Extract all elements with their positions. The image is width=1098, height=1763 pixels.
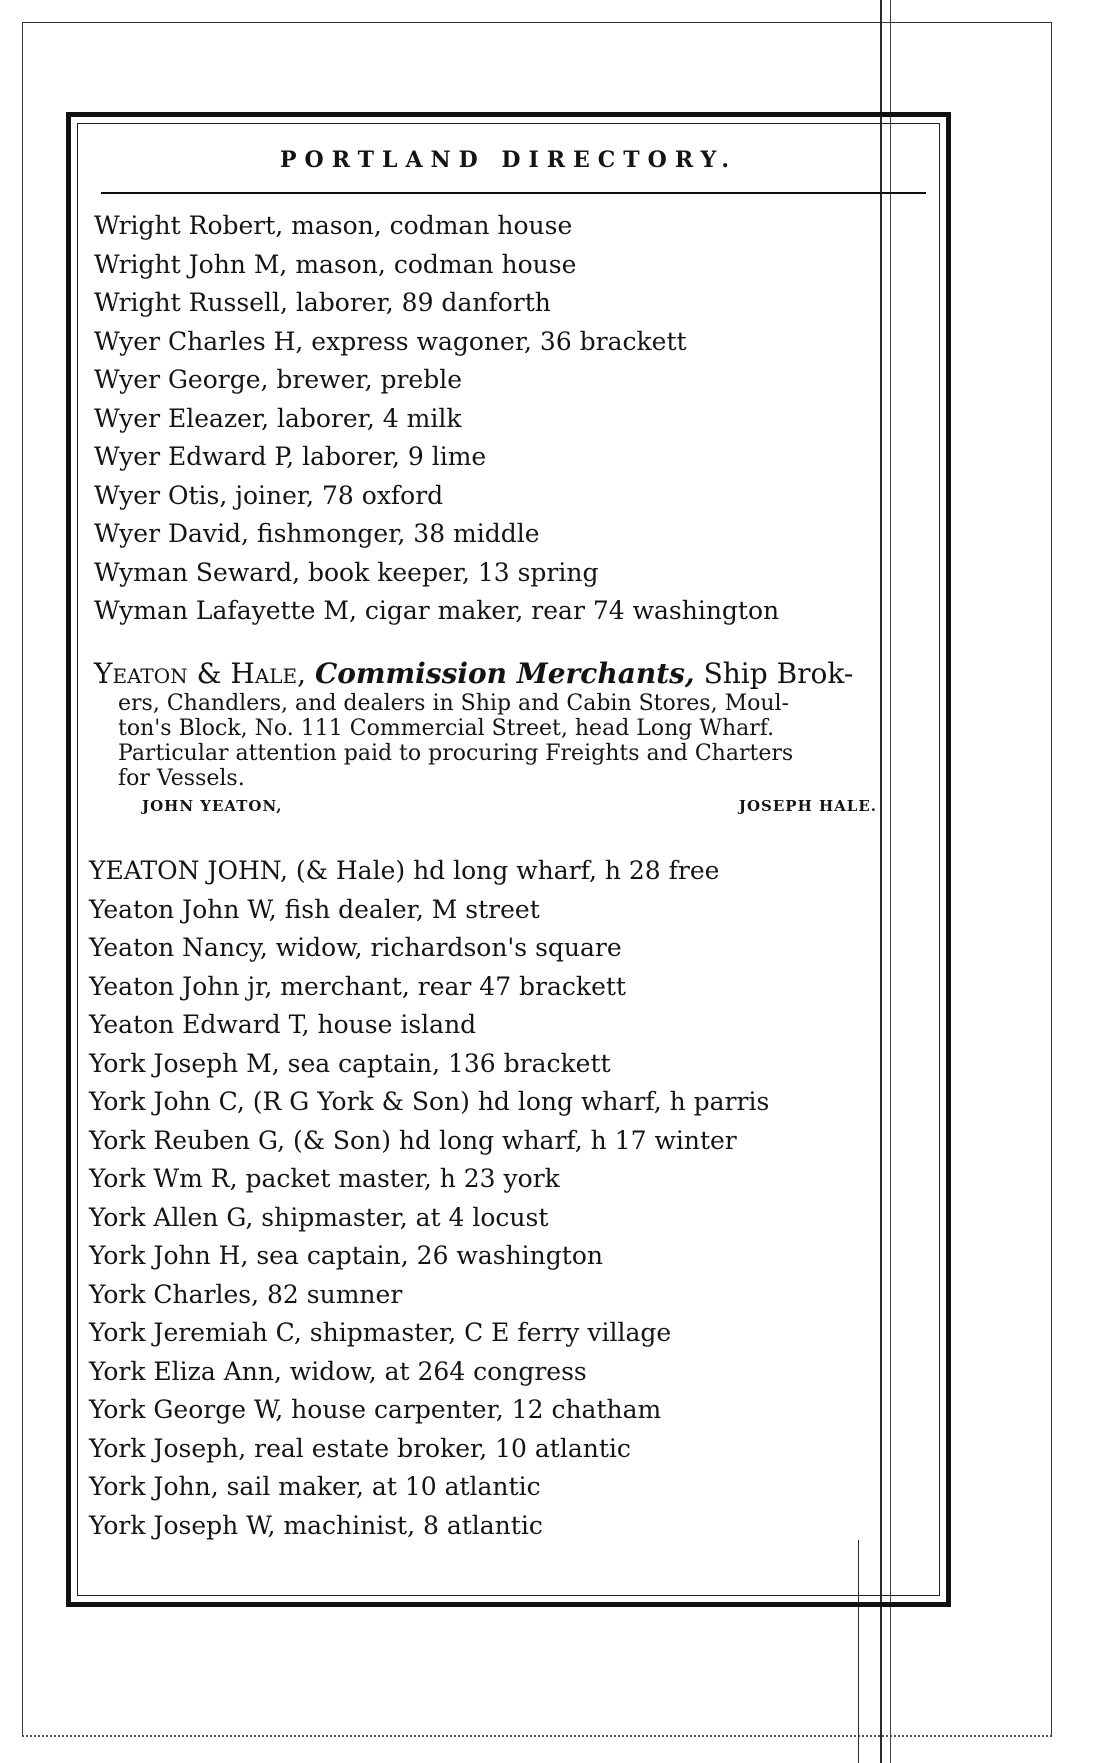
advertisement-line: ers, Chandlers, and dealers in Ship and Cabin Stores, Moul- — [118, 691, 789, 716]
directory-entry: York John C, (R G York & Son) hd long wharf, h parris — [89, 1087, 770, 1116]
directory-entry: Wyer George, brewer, preble — [94, 365, 463, 394]
directory-entry: York Allen G, shipmaster, at 4 locust — [89, 1202, 549, 1232]
directory-entry: York Reuben G, (& Son) hd long wharf, h 17 winter — [89, 1125, 737, 1155]
directory-entry: Wyman Lafayette M, cigar maker, rear 74 washington — [94, 596, 780, 625]
business-advertisement — [94, 657, 934, 815]
firm-tagline: Commission Merchants, — [314, 657, 695, 690]
directory-entry: York Joseph W, machinist, 8 atlantic — [89, 1510, 543, 1540]
directory-entry: Yeaton John jr, merchant, rear 47 brackett — [89, 971, 626, 1001]
advertisement-body — [118, 691, 934, 791]
directory-entry: York Wm R, packet master, h 23 york — [89, 1164, 560, 1193]
partner-name: JOHN YEATON, — [142, 797, 283, 815]
directory-entries-bottom — [89, 852, 936, 1545]
directory-entry: Wright John M, mason, codman house — [94, 249, 577, 279]
directory-entry: York Jeremiah C, shipmaster, C E ferry village — [89, 1318, 672, 1347]
directory-entry: Wyer David, fishmonger, 38 middle — [94, 519, 540, 548]
directory-entry: Wright Robert, mason, codman house — [94, 211, 573, 240]
advertisement-partners — [142, 797, 877, 815]
directory-entry: Wyer Edward P, laborer, 9 lime — [94, 442, 487, 471]
directory-entry: Wyer Charles H, express wagoner, 36 brackett — [94, 326, 687, 356]
directory-entry: Yeaton Edward T, house island — [89, 1010, 477, 1039]
partner-name: JOSEPH HALE. — [738, 797, 877, 815]
directory-entry: York Eliza Ann, widow, at 264 congress — [89, 1356, 587, 1386]
directory-entry: York Charles, 82 sumner — [89, 1279, 403, 1309]
directory-entry: Wyman Seward, book keeper, 13 spring — [94, 557, 599, 587]
advertisement-line: for Vessels. — [118, 766, 245, 791]
directory-entry: Yeaton Nancy, widow, richardson's square — [89, 933, 622, 962]
directory-entry: YEATON JOHN, (& Hale) hd long wharf, h 28 free — [89, 856, 720, 885]
directory-entry: Wright Russell, laborer, 89 danforth — [94, 288, 551, 317]
directory-page-frame — [66, 112, 951, 1607]
directory-entries-top — [94, 207, 936, 631]
directory-entry: York George W, house carpenter, 12 chatham — [89, 1395, 662, 1424]
advertisement-line: ton's Block, No. 111 Commercial Street, head Long Wharf. — [118, 716, 775, 741]
directory-entry: York John, sail maker, at 10 atlantic — [89, 1472, 541, 1501]
directory-entry: York Joseph, real estate broker, 10 atlantic — [89, 1433, 631, 1463]
page-header: PORTLAND DIRECTORY. — [280, 147, 737, 173]
firm-name: Yeaton & Hale, — [94, 657, 307, 690]
advertisement-line: Particular attention paid to procuring Freights and Charters — [118, 741, 794, 766]
directory-entry: Yeaton John W, fish dealer, M street — [89, 894, 540, 924]
directory-entry: York Joseph M, sea captain, 136 brackett — [89, 1048, 611, 1078]
directory-entry: Wyer Eleazer, laborer, 4 milk — [94, 403, 462, 433]
directory-entry: York John H, sea captain, 26 washington — [89, 1241, 603, 1270]
directory-entry: Wyer Otis, joiner, 78 oxford — [94, 480, 444, 510]
headline-continuation: Ship Brok- — [703, 657, 854, 690]
advertisement-headline — [94, 657, 934, 691]
header-rule — [101, 192, 926, 194]
